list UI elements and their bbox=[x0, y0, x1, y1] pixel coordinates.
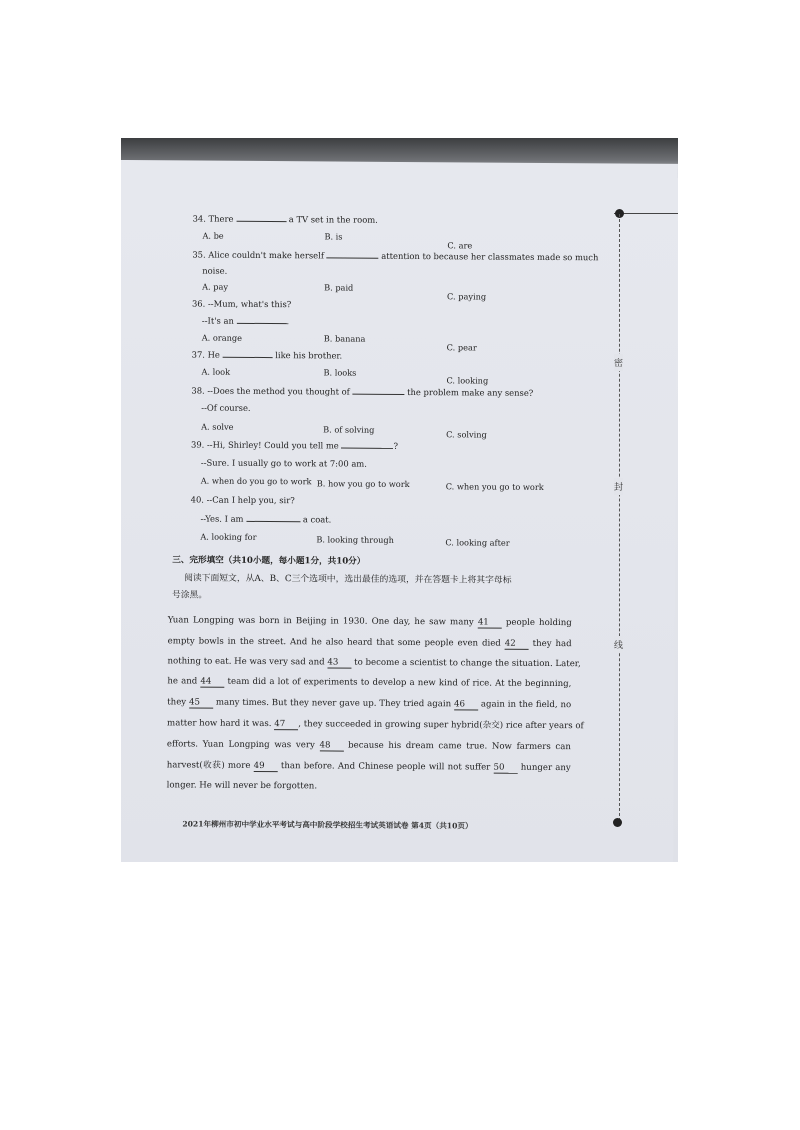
q40-stem-end: a coat. bbox=[302, 514, 332, 525]
q39-blank bbox=[341, 448, 393, 449]
margin-seal-xian: 线 bbox=[614, 636, 623, 653]
question-37 bbox=[192, 350, 343, 359]
q36-blank bbox=[237, 323, 287, 324]
q36-option-a: A. orange bbox=[201, 332, 242, 343]
question-40: 40. --Can I help you, sir? bbox=[190, 494, 295, 506]
passage-line-5: they 45 many times. But they never gave up. They tried again 46 again in the field, no bbox=[167, 697, 572, 711]
blank-45: 45 bbox=[189, 698, 213, 708]
q36-option-b: B. banana bbox=[323, 333, 366, 344]
q35-option-a: A. pay bbox=[202, 281, 229, 292]
q39-option-b: B. how you go to work bbox=[316, 478, 410, 490]
question-34 bbox=[193, 215, 378, 225]
q39-stem: 39. --Hi, Shirley! Could you tell me bbox=[190, 439, 339, 451]
q36-stem: --It's an bbox=[201, 315, 234, 326]
q34-stem-end: a TV set in the room. bbox=[288, 214, 378, 225]
q36-answer-line bbox=[202, 317, 289, 326]
question-35 bbox=[192, 251, 598, 262]
question-39 bbox=[191, 440, 398, 450]
q39-option-c: C. when you go to work bbox=[445, 481, 544, 492]
q40-answer-line bbox=[200, 515, 331, 524]
q38-option-a: A. solve bbox=[201, 421, 234, 432]
margin-dashed-line bbox=[619, 214, 620, 826]
question-38 bbox=[191, 386, 533, 397]
blank-49: 49 bbox=[254, 762, 278, 772]
q38-stem-end: the problem make any sense? bbox=[407, 387, 534, 398]
binding-margin bbox=[614, 210, 678, 830]
q37-stem-end: like his brother. bbox=[275, 350, 343, 361]
margin-bottom-dot bbox=[613, 818, 622, 827]
q37-option-a: A. look bbox=[201, 366, 231, 377]
passage-line-4: he and 44 team did a lot of experiments to develop a new kind of rice. At the beginning, bbox=[167, 676, 572, 690]
blank-46: 46 bbox=[454, 700, 478, 710]
exam-sheet bbox=[121, 160, 678, 862]
q40-option-b: B. looking through bbox=[316, 534, 394, 545]
q38-stem: 38. --Does the method you thought of bbox=[191, 385, 350, 397]
q38-option-b: B. of solving bbox=[323, 424, 375, 435]
q34-blank bbox=[236, 221, 286, 222]
q40-stem: --Yes. I am bbox=[200, 513, 244, 524]
q35-stem: 35. Alice couldn't make herself bbox=[192, 249, 324, 261]
q34-option-a: A. be bbox=[202, 230, 224, 241]
q36-stem-end: . bbox=[286, 316, 290, 327]
blank-43: 43 bbox=[327, 658, 351, 668]
passage-line-9: longer. He will never be forgotten. bbox=[166, 780, 318, 792]
q39-stem-end: ? bbox=[393, 440, 398, 451]
q35-option-b: B. paid bbox=[324, 282, 354, 293]
q40-option-a: A. looking for bbox=[200, 531, 257, 542]
q37-option-c: C. looking bbox=[446, 375, 489, 386]
passage-line-1: Yuan Longping was born in Beijing in 1930. One day, he saw many 41 people holding bbox=[167, 615, 572, 629]
q39-reply: --Sure. I usually go to work at 7:00 am. bbox=[200, 457, 367, 469]
q38-blank bbox=[352, 394, 404, 395]
passage-line-8: harvest(收获) more 49 than before. And Chinese people will not suffer 50 hunger any bbox=[166, 760, 571, 774]
q35-option-c: C. paying bbox=[447, 291, 487, 302]
passage-line-2: empty bowls in the street. And he also heard that some people even died 42 they had bbox=[167, 636, 572, 650]
q37-option-b: B. looks bbox=[323, 367, 357, 378]
q35-stem-end: noise. bbox=[202, 265, 228, 276]
passage-line-7: efforts. Yuan Longping was very 48 because his dream came true. Now farmers can bbox=[166, 739, 571, 753]
passage-line-6: matter how hard it was. 47 , they succeeded in growing super hybrid(杂交) rice after years of bbox=[167, 718, 584, 732]
blank-47: 47 bbox=[274, 720, 298, 730]
section-instruction-cont: 号涂黑。 bbox=[171, 590, 208, 601]
q34-stem: 34. There bbox=[192, 213, 234, 224]
q40-option-c: C. looking after bbox=[445, 537, 510, 548]
margin-seal-mi: 密 bbox=[614, 354, 623, 371]
section-title: 三、完形填空（共10小题，每小题1分，共10分） bbox=[172, 555, 366, 567]
q38-option-c: C. solving bbox=[446, 429, 487, 440]
blank-50: 50 bbox=[493, 764, 517, 774]
question-36: 36. --Mum, what's this? bbox=[191, 298, 292, 310]
q37-stem: 37. He bbox=[191, 349, 220, 360]
q36-option-c: C. pear bbox=[446, 342, 477, 353]
q35-blank bbox=[327, 257, 379, 258]
page-footer: 2021年柳州市初中学业水平考试与高中阶段学校招生考试英语试卷 第4页（共10页） bbox=[182, 819, 473, 831]
q35-stem-mid: attention to because her classmates made so much bbox=[381, 250, 599, 263]
blank-42: 42 bbox=[505, 640, 529, 650]
q37-blank bbox=[223, 357, 273, 358]
q39-option-a: A. when do you go to work bbox=[200, 475, 312, 487]
blank-44: 44 bbox=[200, 678, 224, 688]
q40-blank bbox=[246, 521, 300, 522]
q34-option-c: C. are bbox=[447, 240, 473, 251]
margin-seal-feng: 封 bbox=[614, 478, 623, 495]
q38-reply: --Of course. bbox=[201, 402, 251, 413]
section-instruction: 阅读下面短文，从A、B、C三个选项中，选出最佳的选项，并在答题卡上将其字母标 bbox=[184, 573, 512, 586]
blank-41: 41 bbox=[478, 619, 502, 629]
exam-photo bbox=[121, 138, 678, 862]
blank-48: 48 bbox=[319, 741, 343, 751]
q34-option-b: B. is bbox=[324, 231, 343, 242]
passage-line-3: nothing to eat. He was very sad and 43 to become a scientist to change the situation. Later, bbox=[167, 656, 581, 670]
